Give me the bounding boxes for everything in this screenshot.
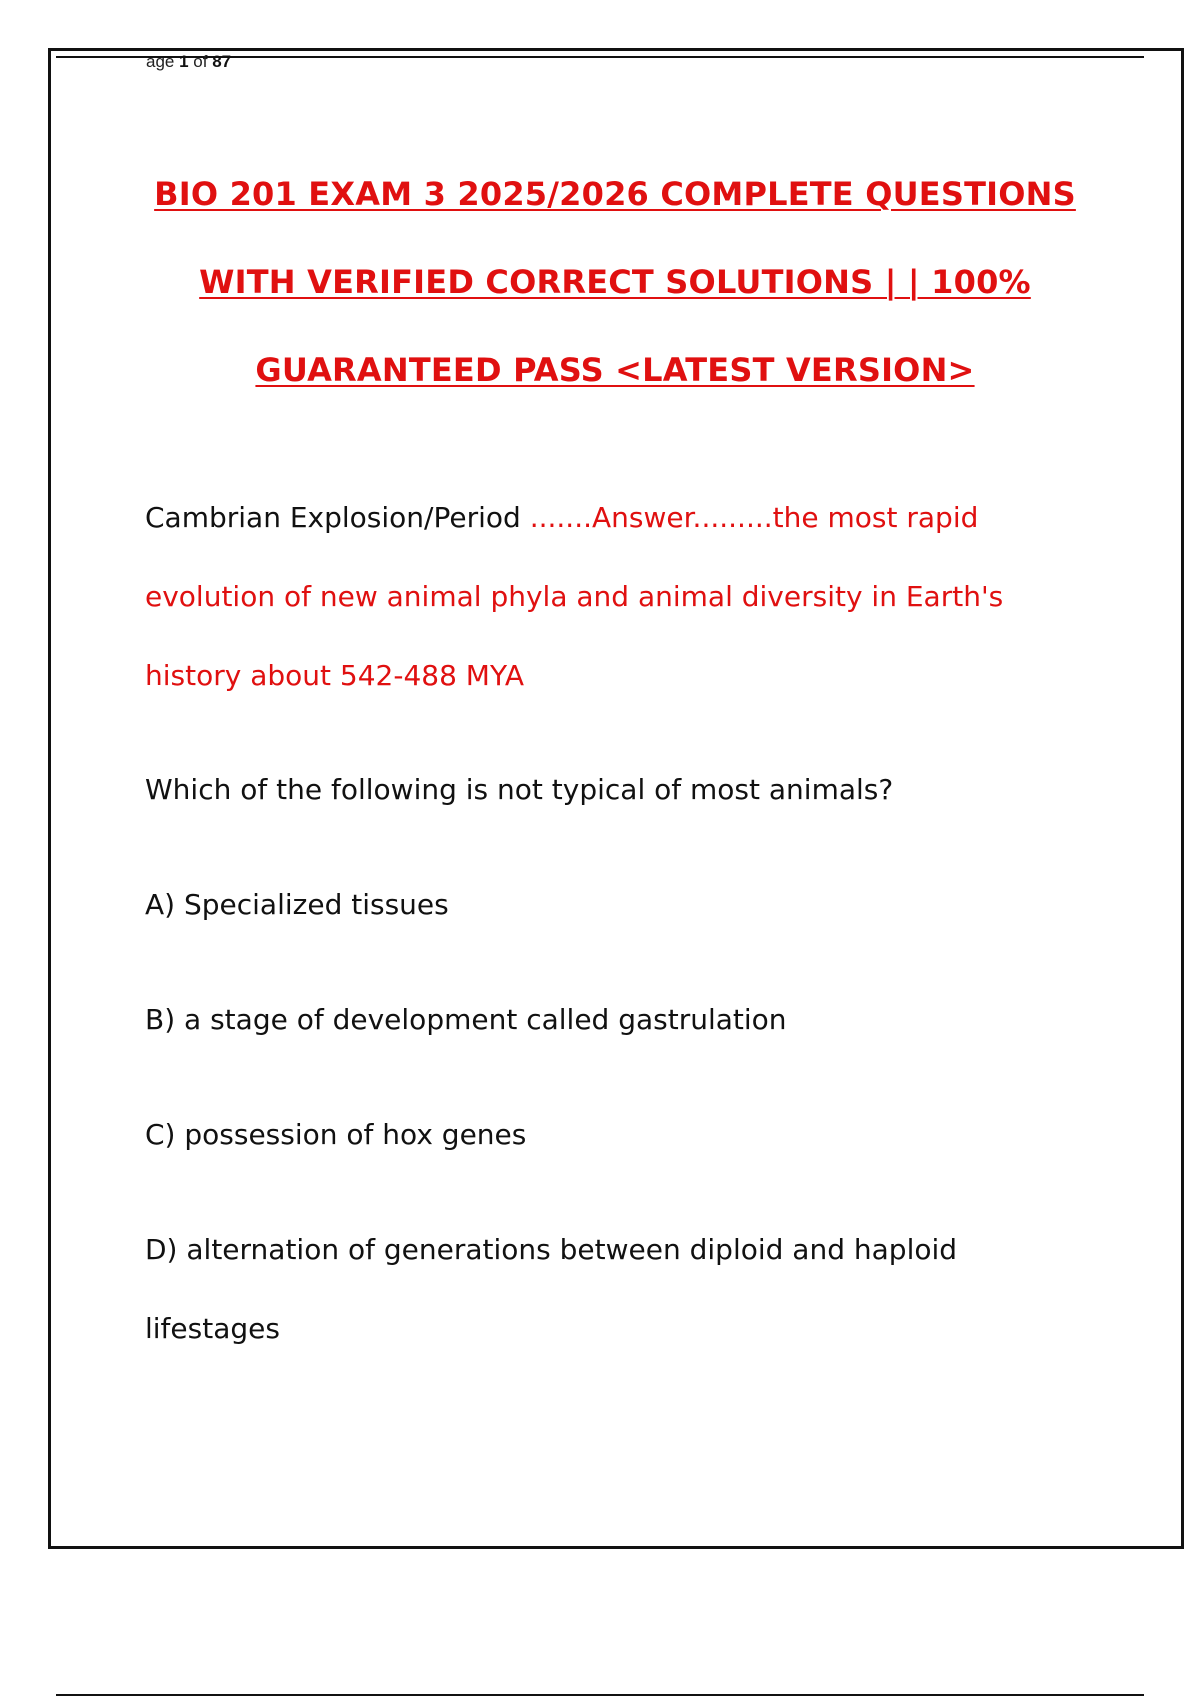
option-b: B) a stage of development called gastrulation — [145, 1003, 787, 1036]
page-of: of — [188, 52, 213, 71]
title-line — [120, 176, 1110, 264]
qa-answer: .......Answer.........the most rapid evolution of new animal phyla and animal diversity in Earth's history about 542-488 MYA — [145, 501, 1004, 692]
page-total: 87 — [212, 52, 232, 71]
option-d: D) alternation of generations between diploid and haploid lifestages — [145, 1233, 958, 1345]
page-current: 1 — [179, 52, 189, 71]
title-line — [120, 352, 1110, 440]
title-line — [120, 264, 1110, 352]
footer-rule — [56, 1694, 1144, 1696]
qa-item — [145, 478, 1065, 715]
option-a: A) Specialized tissues — [145, 888, 449, 921]
exam-content — [145, 478, 1065, 1368]
title-line-text: WITH VERIFIED CORRECT SOLUTIONS | | 100% — [199, 263, 1031, 301]
title-line-text: GUARANTEED PASS <LATEST VERSION> — [255, 351, 975, 389]
question-text: Which of the following is not typical of most animals? — [145, 773, 894, 806]
option-c: C) possession of hox genes — [145, 1118, 527, 1151]
page-counter — [146, 52, 231, 72]
qa-term: Cambrian Explosion/Period — [145, 501, 530, 534]
page-prefix: age — [146, 52, 180, 71]
title-line-text: BIO 201 EXAM 3 2025/2026 COMPLETE QUESTIONS — [154, 175, 1076, 213]
document-title — [120, 176, 1110, 440]
